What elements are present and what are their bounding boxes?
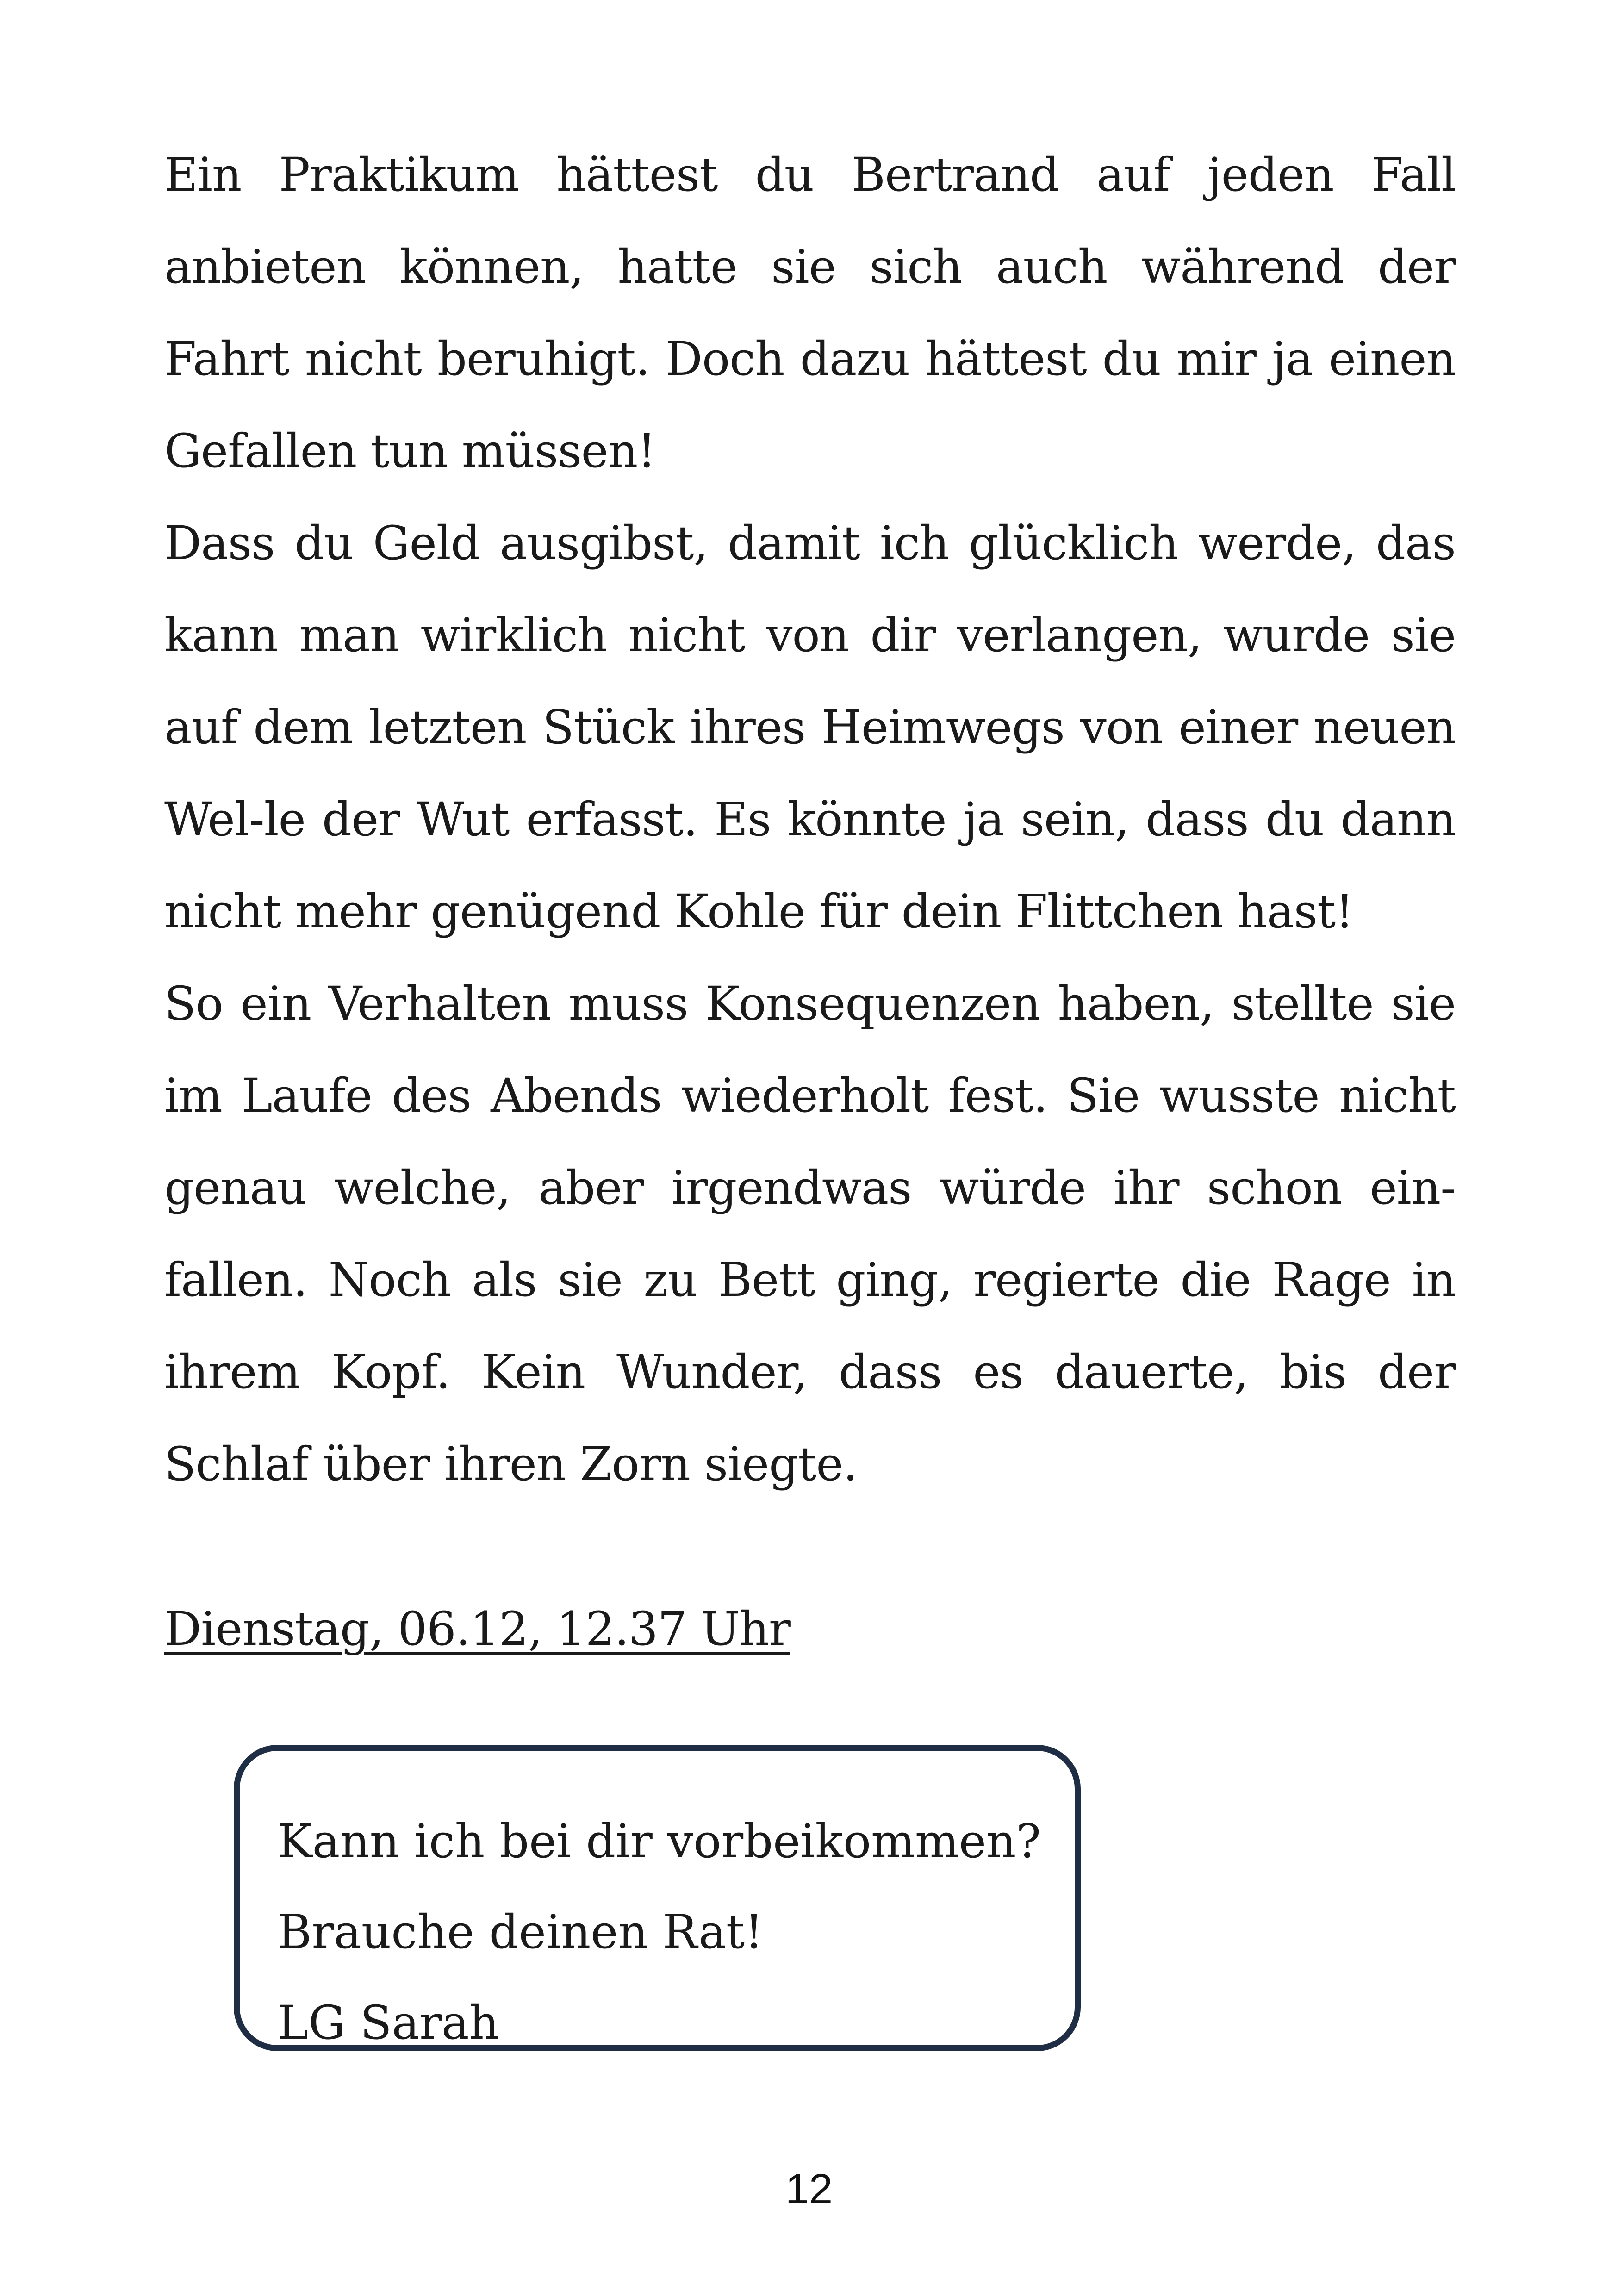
body-text — [164, 129, 1456, 1510]
paragraph-1: Ein Praktikum hättest du Bertrand auf jeden Fall anbieten können, hatte sie sich auch während der Fahrt nicht beruhigt. Doch dazu hättest du mir ja einen Gefallen tun müssen! — [164, 148, 1456, 478]
section-heading: Dienstag, 06.12, 12.37 Uhr — [164, 1602, 790, 1656]
paragraph-2: Dass du Geld ausgibst, damit ich glücklich werde, das kann man wirklich nicht von dir verlangen, wurde sie auf dem letzten Stück ihres Heimwegs von einer neuen Wel-le der Wut erfasst. Es könnte ja sein, dass du dann nicht mehr genügend Kohle für dein Flittchen hast! — [164, 516, 1456, 939]
paragraph-3: So ein Verhalten muss Konsequenzen haben, stellte sie im Laufe des Abends wiederholt fest. Sie wusste nicht genau welche, aber irgendwas würde ihr schon ein-fallen. Noch als sie zu Bett ging, regierte die Rage in ihrem Kopf. Kein Wunder, dass es dauerte, bis der Schlaf über ihren Zorn siegte. — [164, 977, 1456, 1491]
page-number: 12 — [785, 2165, 833, 2213]
text-message-box — [234, 1745, 1081, 2051]
message-line-3: LG Sarah — [278, 1996, 499, 2050]
message-line-2: Brauche deinen Rat! — [278, 1905, 764, 1959]
message-line-1: Kann ich bei dir vorbeikommen? — [278, 1814, 1041, 1868]
